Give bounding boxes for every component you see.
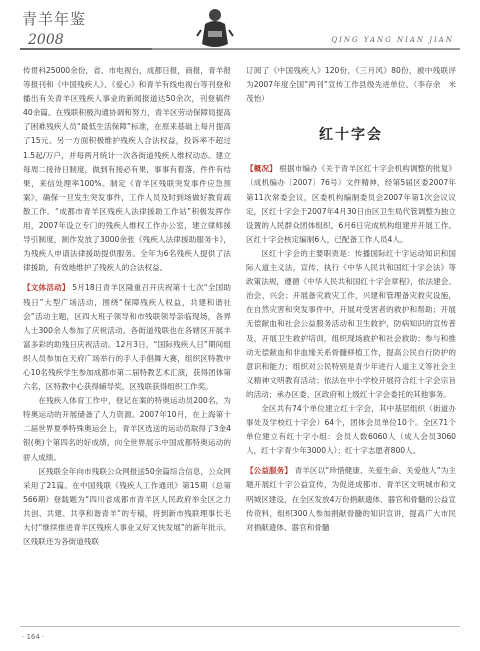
paragraph (246, 464, 456, 534)
paragraph: 全区共有74个单位建立红十字会，其中基层组织（街道办事处及学校红十字会）64个，团体会员单位10个。全区71个单位建立有红十字小组：会员人数6060人（成人会员3060人，红十字青少年3000人）；红十字志愿者800人。 (246, 403, 456, 456)
section-tag: 【公益服务】 (246, 466, 293, 476)
mascot-icon (195, 6, 235, 50)
yearbook-year: 2008 (28, 32, 64, 48)
paragraph: 在残疾人体育工作中，登记在案的特奥运动员200名，为特奥运动的开展储备了人力资源。2007年10月，在上海第十二届世界夏季特殊奥运会上，青羊区选送的运动员取得了3金4银(奥)个第四名的好成绩，向全世界展示中国成都特奥运动的骄人成绩。 (23, 396, 231, 462)
yearbook-english-title: QING YANG NIAN JIAN (331, 36, 454, 44)
paragraph-text: 青羊区以“珍惜健康、关爱生命、关爱他人”为主题开展红十字公益宣传，为促进成都市、青羊区文明城市和文明城区建设，在全区发放4万份捐献遗体、器官和骨髓的公益宣传资料，组织300人参加捐献骨髓的知识宣讲，提高广大市民对捐献遗体、器官和骨髓 (246, 466, 457, 532)
section-title: 红十字会 (319, 127, 383, 144)
paragraph: 传贯科25000余份，省、市电视台，成都日报，商报，青羊报等报刊和《中国残疾人》、《爱心》和青羊有线电视台等刊登和播出有关青羊区残疾人事业的新闻报道达50余次，刊登稿件40余篇。在残联积极沟通协调和努力，青羊区劳动保障局提高了困难残疾人员“最低生活保障”标准，在原来基础上每月提高了15元。另一方面积极维护残疾人合法权益，投诉率不超过1.5起/万户，并每两月统计一次各街道残疾人维权动态。建立每周二接待日制度，做到有接必有果，事事有着落，件件有结果，来信处理率100%。制定《青羊区残联突发事件应急预案》，确保一旦发生突发事件，工作人员及时到场做好教育疏散工作。“成都市青羊区残疾人法律援助工作站”积极发挥作用，2007年设立专门的残疾人维权工作办公室，建立律师援导引制度，制作发放了3000余张《残疾人法律援助服务卡》，为残疾人申请法律援助提供服务。全年为6名残疾人提供了法律援助，有效地维护了残疾人的合法权益。 (23, 66, 231, 273)
page-number: · 164 · (22, 633, 45, 641)
footer-rule (20, 626, 460, 627)
paragraph: 区残联全年向市残联公众网报送50余篇综合信息，公众网采用了21篇。在中国残联《残疾人工作通讯》第15期（总第566期）登载题为“四川省成都市青羊区人民政府举全区之力共创、共建、共享和谐青羊”的专稿，将到新市残联理事长毛大付“继续推进青羊区残疾人事业又好又快发展”的新年批示。区残联还为各街道残联 (23, 466, 231, 547)
paragraph: 区红十字会的主要职责是：传播国际红十字运动知识和国际人道主义法，宣传、执行《中华人民共和国红十字会法》等政策法规，遵循《中华人民共和国红十字会章程》，依法建会、治会、兴会；开展备灾救灾工作，兴建和管理备灾救灾设施，在自然灾害和突发事件中，开展对受害者的救护和帮助；开展无偿献血和社会公益服务活动和卫生救护，防病知识的宣传普及，开展卫生救护培训，组织现场救护和社会救助；参与和推动无偿献血和非血缘关系骨髓移植工作，提高公民自行防护的意识和能力；组织对公民特别是青少年进行人道主义等社会主义精神文明教育活动；依法在中小学校开展符合红十字会宗旨的活动；承办区委、区政府和上级红十字会委托的其他事务。 (246, 248, 456, 399)
paragraph-text: 根据市编办《关于青羊区红十字会机构调整的批复》（成机编办〔2007〕76号）文件精神，经第5届区委2007年第11次常委会议，区委机构编制委员会2007年第1次会议议定，区红十字会于2007年4月30日由区卫生局代管调整为独立设置的人民群众团体组织，6月6日完成机构组建并开展工作。区红十字会核定编制6人，已配备工作人员4人。 (246, 164, 457, 244)
paragraph: 订阅了《中国残疾人》120份，《三月风》80份，被中残联评为2007年度全国“两刊”宣传工作县级先进单位。（李存余 米茂怡） (246, 66, 456, 104)
left-column (23, 64, 231, 549)
paragraph-text: 5月18日青羊区隆重召开庆祝第十七次“全国助残日”大型广场活动，围绕“保障残疾人权益，共建和谐社会”活动主题，区四大班子领导和市残联领导亲临现场，各界人士300余人参加了庆祝活动。各街道残联也在各辖区开展丰富多彩的助残日庆祝活动。12月3日，“国际残疾人日”期间组织人员参加在天府广场举行的手人手倡舞大赛，组织区特教中心10名残疾学生参加成都市第二届特教艺术汇演，获得团体第六名，区特教中心获得辅导奖，区残联获得组织工作奖。 (23, 283, 232, 392)
yearbook-logo (22, 8, 86, 48)
right-column (246, 64, 456, 535)
page-header (0, 0, 480, 52)
paragraph (23, 281, 231, 394)
paragraph (246, 162, 456, 247)
section-tag: 【概况】 (246, 164, 277, 174)
header-rule (20, 48, 460, 50)
section-tag: 【文体活动】 (23, 283, 70, 293)
yearbook-title: 青羊年鉴 (22, 10, 87, 28)
